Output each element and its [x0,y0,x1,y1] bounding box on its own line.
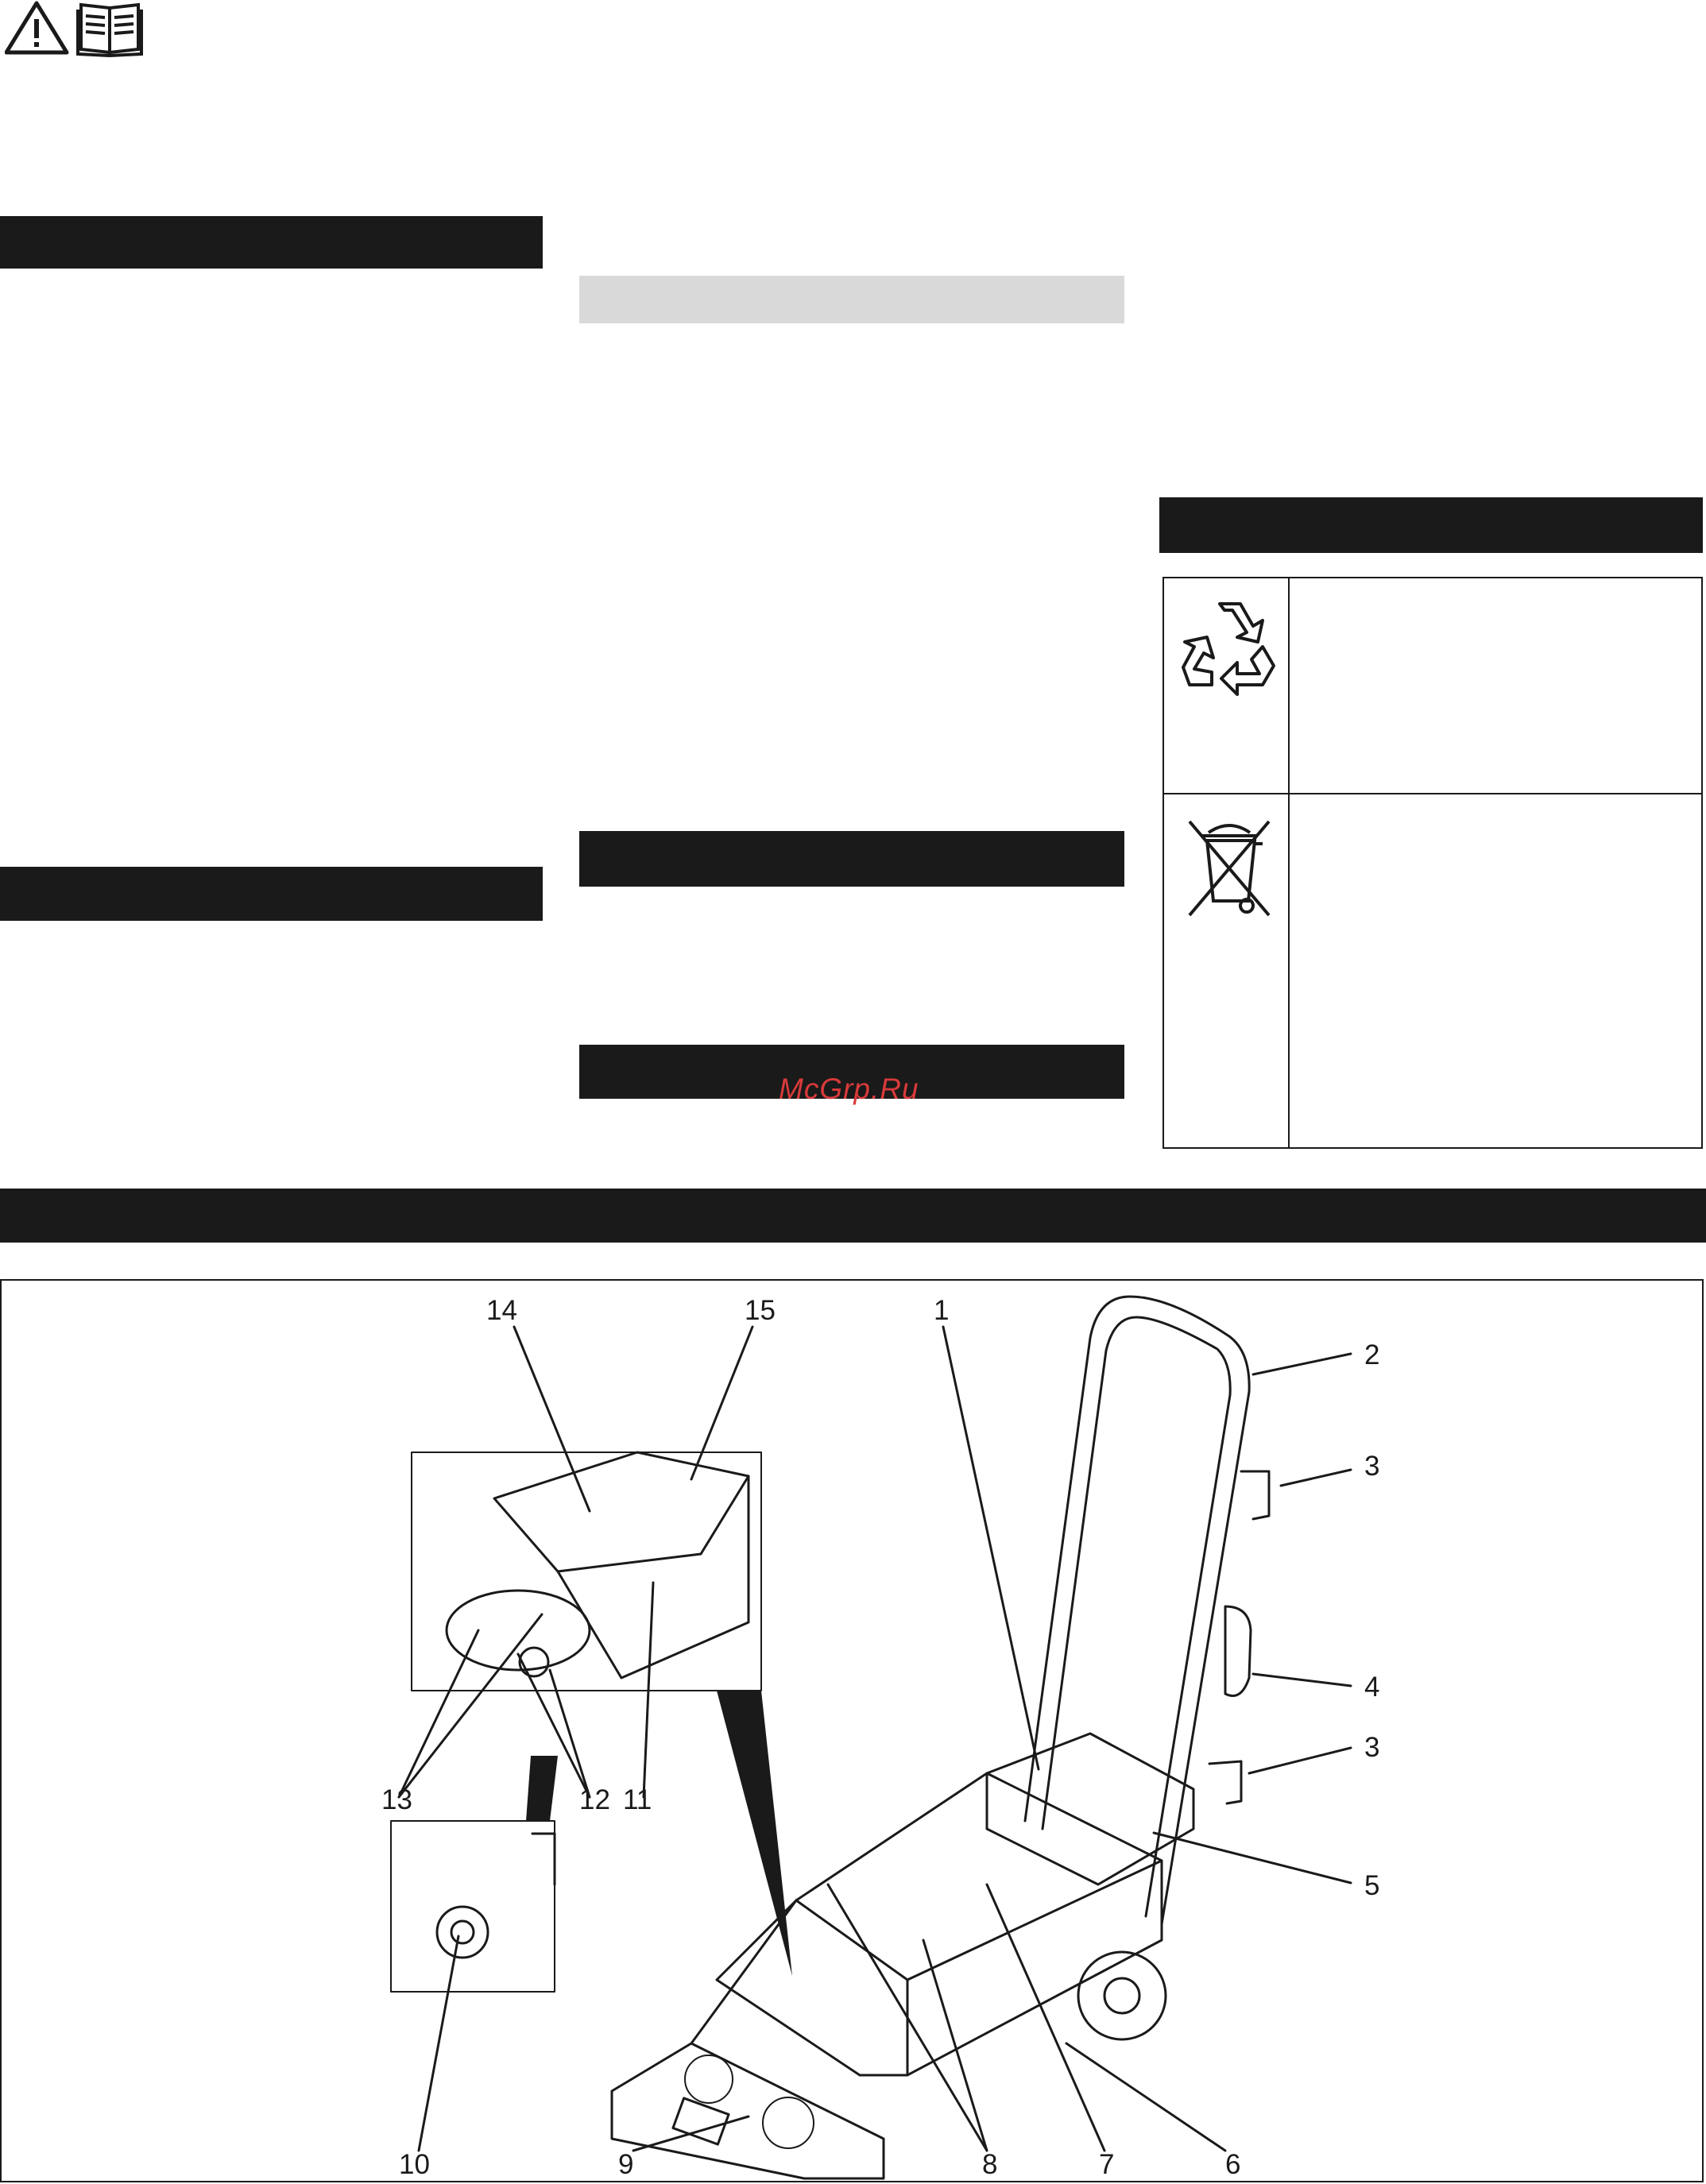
table-column-divider [1288,578,1290,1147]
cable-hook-mid [1225,1606,1251,1696]
watermark: McGrp.Ru [779,1073,919,1105]
device-overview-figure [0,1279,1704,2182]
callout-2: 2 [1364,1339,1380,1370]
inset-pointer [717,1691,792,1976]
warning-and-manual-icons [5,0,148,57]
callout-14: 14 [486,1295,517,1326]
disposal-info-table [1162,577,1703,1149]
callout-13: 13 [381,1784,412,1815]
brush-inset-pointer [526,1756,558,1821]
push-handle [1025,1297,1249,1924]
callout-4: 4 [1364,1672,1380,1703]
callout-8: 8 [982,2149,998,2180]
callout-15: 15 [745,1295,776,1326]
open-book-icon [78,5,141,56]
callout-3-lower: 3 [1364,1732,1380,1763]
callout-11: 11 [623,1784,652,1815]
section-bar-left-2 [0,867,543,921]
section-bar-middle-1 [579,831,1124,887]
subsection-bar-middle [579,276,1124,323]
callout-5: 5 [1364,1870,1380,1901]
callout-6: 6 [1225,2149,1241,2180]
recycling-icon [1180,596,1280,696]
section-bar-right [1159,497,1703,553]
callout-7: 7 [1099,2149,1115,2180]
callout-12: 12 [579,1784,610,1815]
cable-hook-lower [1209,1761,1241,1803]
section-bar-full-width [0,1189,1706,1243]
callout-9: 9 [618,2149,634,2180]
callout-1: 1 [934,1295,950,1326]
brush-detail-frame [391,1821,555,1992]
sweeper-line-drawing [2,1281,1705,2184]
table-row-divider [1164,793,1701,794]
warning-triangle-icon [6,3,67,52]
crossed-out-wheelie-bin-icon [1186,817,1272,917]
rear-wheel [1078,1952,1166,2039]
callout-3-upper: 3 [1364,1451,1380,1482]
cable-hook-upper [1241,1471,1269,1519]
section-bar-left-1 [0,216,543,269]
callout-10: 10 [399,2149,430,2180]
